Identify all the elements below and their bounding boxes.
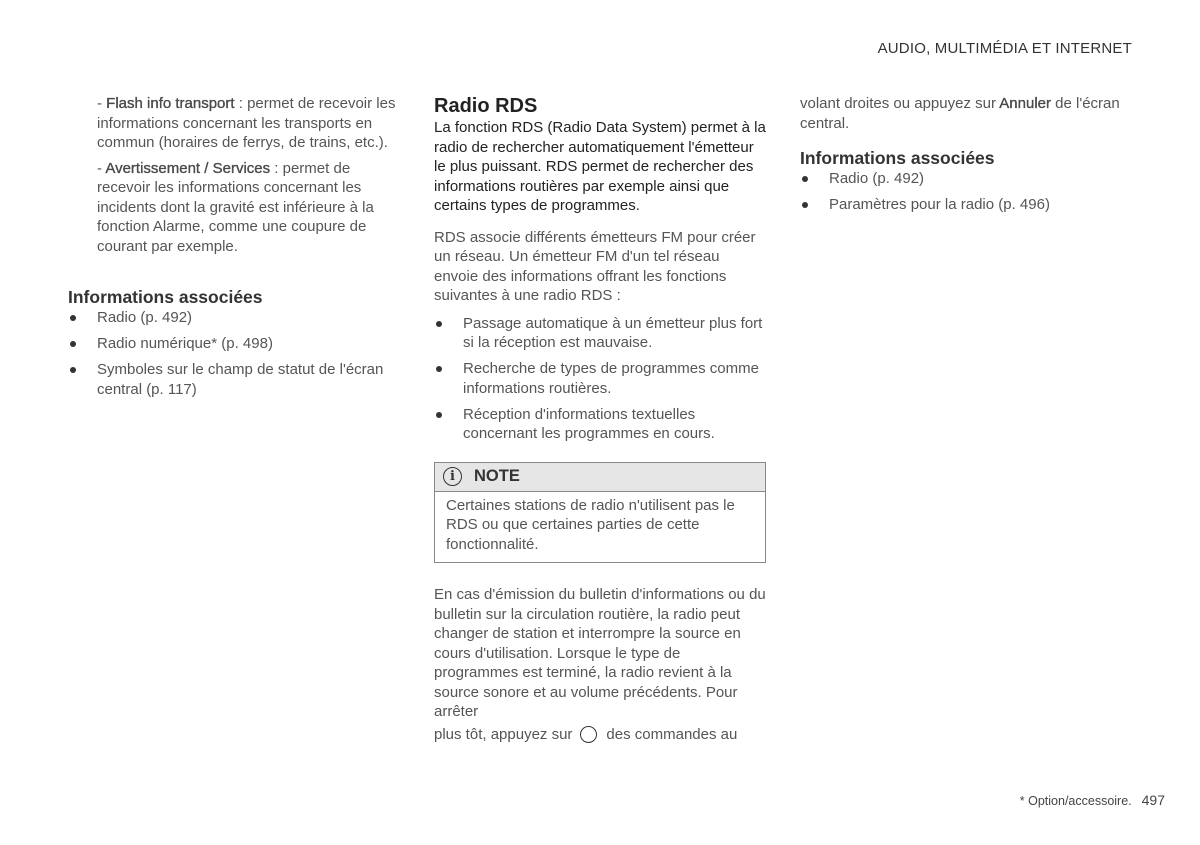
section-header: AUDIO, MULTIMÉDIA ET INTERNET (877, 40, 1132, 57)
term: Annuler (999, 95, 1051, 112)
list-item: - Avertissement / Services : permet de recevoir les informations concernant les incidents dont la gravité est inférieure à la fonction Alarme, comme une coupure de courant par exemple. (97, 159, 374, 255)
note-header (435, 463, 765, 492)
term: Flash info transport (106, 95, 235, 112)
bullet-icon (802, 176, 808, 182)
list-item: Recherche de types de programmes comme informations routières. (434, 359, 766, 398)
bullet-icon (70, 315, 76, 321)
bullet-icon (436, 321, 442, 327)
related-list (68, 308, 404, 399)
related-title: Informations associées (800, 148, 995, 168)
paragraph-end: plus tôt, appuyez sur des commandes au (434, 725, 738, 743)
footnote: * Option/accessoire. (1019, 794, 1132, 808)
related-link[interactable]: Radio (p. 492) (800, 169, 1140, 189)
info-icon: i (443, 467, 462, 486)
bullet-icon (436, 366, 442, 372)
paragraph: En cas d'émission du bulletin d'informations ou du bulletin sur la circulation routière, la radio peut changer de station et interrompre la source en cours d'utilisation. Lorsque le type de programmes est terminé, la radio revient à la source sonore et au volume précédents. Pour arrêter (434, 586, 766, 720)
related-link[interactable]: Radio (p. 492) (68, 308, 404, 328)
list-item: - Flash info transport : permet de recevoir les informations concernant les transports en commun (horaires de ferrys, de trains, etc.). (97, 95, 396, 151)
page-footer (1020, 792, 1165, 808)
bullet-icon (70, 341, 76, 347)
bullet-icon (436, 412, 442, 418)
related-list (800, 169, 1140, 215)
section-title: Radio RDS (434, 95, 538, 117)
feature-list (434, 314, 766, 444)
note-title: NOTE (474, 466, 520, 485)
related-title: Informations associées (68, 287, 263, 307)
list-item: Passage automatique à un émetteur plus fort si la réception est mauvaise. (434, 314, 766, 353)
column-left (68, 94, 404, 406)
intro-paragraph: La fonction RDS (Radio Data System) permet à la radio de rechercher automatiquement l'émetteur le plus puissant. RDS permet de rechercher des informations routières par exemple ainsi que certains types de programmes. (434, 119, 766, 214)
paragraph: RDS associe différents émetteurs FM pour créer un réseau. Un émetteur FM d'un tel réseau envoie des informations offrant les fonctions suivantes à une radio RDS : (434, 228, 756, 304)
paragraph: volant droites ou appuyez sur Annuler de l'écran central. (800, 95, 1120, 132)
list-item: Réception d'informations textuelles concernant les programmes en cours. (434, 405, 766, 444)
home-button-icon (580, 726, 597, 743)
page-number: 497 (1141, 792, 1165, 808)
related-link[interactable]: Radio numérique* (p. 498) (68, 334, 404, 354)
bullet-icon (802, 202, 808, 208)
bullet-icon (70, 367, 76, 373)
column-middle (434, 94, 766, 752)
related-link[interactable]: Paramètres pour la radio (p. 496) (800, 195, 1140, 215)
column-right (800, 94, 1140, 221)
note-body: Certaines stations de radio n'utilisent pas le RDS ou que certaines parties de cette fonctionnalité. (446, 496, 735, 553)
term: Avertissement / Services (105, 159, 271, 177)
note-box (434, 462, 766, 564)
related-link[interactable]: Symboles sur le champ de statut de l'écran central (p. 117) (68, 360, 404, 399)
